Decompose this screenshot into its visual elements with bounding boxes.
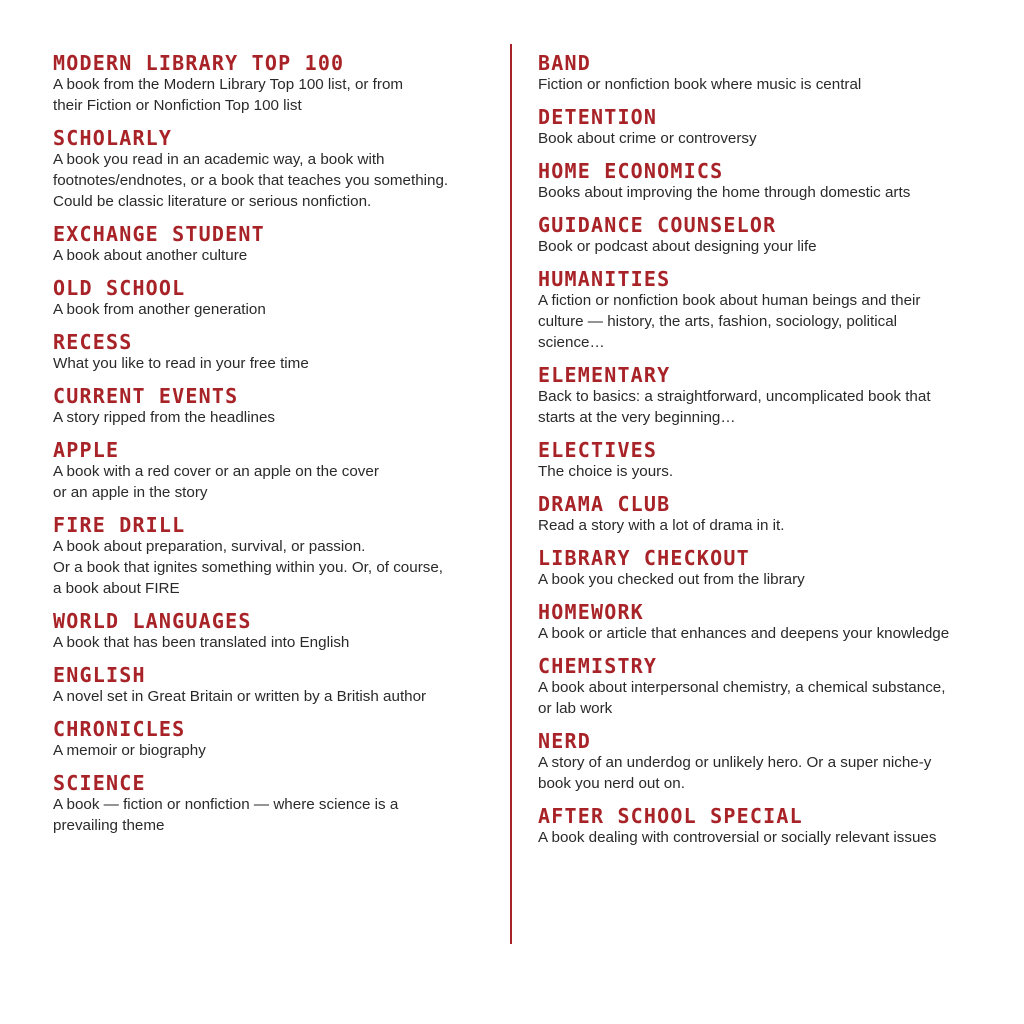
category-description: Read a story with a lot of drama in it. bbox=[538, 517, 785, 534]
category-description: Fiction or nonfiction book where music is central bbox=[538, 76, 862, 93]
category-description: A book with a red cover or an apple on the cover or an apple in the story bbox=[53, 463, 379, 501]
category-entry bbox=[538, 655, 988, 719]
category-description: A book or article that enhances and deepens your knowledge bbox=[538, 625, 950, 642]
category-description: A book you checked out from the library bbox=[538, 571, 805, 588]
category-description: A book from the Modern Library Top 100 list, or from their Fiction or Nonfiction Top 100 list bbox=[53, 76, 404, 114]
category-entry bbox=[538, 439, 988, 482]
category-entry bbox=[53, 718, 493, 761]
category-entry bbox=[538, 52, 988, 95]
category-title: CHRONICLES bbox=[53, 717, 186, 741]
category-title: HUMANITIES bbox=[538, 267, 671, 291]
category-title: HOME ECONOMICS bbox=[538, 159, 724, 183]
category-description: A book dealing with controversial or socially relevant issues bbox=[538, 829, 937, 846]
category-description: A book about another culture bbox=[53, 247, 248, 264]
category-title: CHEMISTRY bbox=[538, 654, 658, 678]
category-description: A book from another generation bbox=[53, 301, 266, 318]
category-description: A novel set in Great Britain or written by a British author bbox=[53, 688, 427, 705]
category-entry bbox=[538, 493, 988, 536]
category-description: Books about improving the home through domestic arts bbox=[538, 184, 911, 201]
category-description: Book about crime or controversy bbox=[538, 130, 757, 147]
column-divider bbox=[510, 44, 512, 944]
category-entry bbox=[53, 514, 493, 599]
category-entry bbox=[538, 601, 988, 644]
category-title: SCIENCE bbox=[53, 771, 146, 795]
category-entry bbox=[53, 277, 493, 320]
category-title: BAND bbox=[538, 51, 591, 75]
category-entry bbox=[538, 730, 988, 794]
category-entry bbox=[53, 439, 493, 503]
category-description: A fiction or nonfiction book about human beings and their culture — history, the arts, fashion, sociology, political science… bbox=[538, 292, 921, 351]
category-description: A story ripped from the headlines bbox=[53, 409, 276, 426]
category-description: Book or podcast about designing your life bbox=[538, 238, 817, 255]
category-title: OLD SCHOOL bbox=[53, 276, 186, 300]
category-entry bbox=[53, 610, 493, 653]
category-title: APPLE bbox=[53, 438, 120, 462]
category-entry bbox=[53, 664, 493, 707]
category-title: HOMEWORK bbox=[538, 600, 644, 624]
category-description: A book about preparation, survival, or passion. Or a book that ignites something within you. Or, of course, a book about FIRE bbox=[53, 538, 444, 597]
category-description: The choice is yours. bbox=[538, 463, 674, 480]
category-title: EXCHANGE STUDENT bbox=[53, 222, 265, 246]
category-title: RECESS bbox=[53, 330, 133, 354]
category-title: DRAMA CLUB bbox=[538, 492, 671, 516]
category-entry bbox=[53, 331, 493, 374]
category-description: A book you read in an academic way, a book with footnotes/endnotes, or a book that teaches you something. Could be classic literature or serious nonfiction. bbox=[53, 151, 449, 210]
category-entry bbox=[53, 223, 493, 266]
category-description: Back to basics: a straightforward, uncomplicated book that starts at the very beginning… bbox=[538, 388, 931, 426]
category-entry bbox=[538, 214, 988, 257]
category-title: AFTER SCHOOL SPECIAL bbox=[538, 804, 803, 828]
category-entry bbox=[538, 160, 988, 203]
category-entry bbox=[53, 772, 493, 836]
category-title: DETENTION bbox=[538, 105, 658, 129]
category-entry bbox=[538, 106, 988, 149]
category-description: A book about interpersonal chemistry, a chemical substance, or lab work bbox=[538, 679, 946, 717]
category-entry bbox=[53, 385, 493, 428]
category-entry bbox=[538, 364, 988, 428]
right-column bbox=[538, 52, 988, 859]
category-title: MODERN LIBRARY TOP 100 bbox=[53, 51, 345, 75]
category-entry bbox=[538, 547, 988, 590]
category-description: A book that has been translated into English bbox=[53, 634, 350, 651]
category-description: A memoir or biography bbox=[53, 742, 206, 759]
category-title: FIRE DRILL bbox=[53, 513, 186, 537]
category-title: ELEMENTARY bbox=[538, 363, 671, 387]
category-title: ENGLISH bbox=[53, 663, 146, 687]
category-description: What you like to read in your free time bbox=[53, 355, 309, 372]
category-description: A story of an underdog or unlikely hero. Or a super niche-y book you nerd out on. bbox=[538, 754, 932, 792]
left-column bbox=[53, 52, 493, 847]
category-title: SCHOLARLY bbox=[53, 126, 173, 150]
category-title: WORLD LANGUAGES bbox=[53, 609, 252, 633]
category-title: CURRENT EVENTS bbox=[53, 384, 239, 408]
category-title: LIBRARY CHECKOUT bbox=[538, 546, 750, 570]
category-entry bbox=[538, 268, 988, 353]
category-entry bbox=[538, 805, 988, 848]
category-entry bbox=[53, 52, 493, 116]
category-entry bbox=[53, 127, 493, 212]
category-description: A book — fiction or nonfiction — where science is a prevailing theme bbox=[53, 796, 399, 834]
category-title: NERD bbox=[538, 729, 591, 753]
category-title: ELECTIVES bbox=[538, 438, 658, 462]
category-title: GUIDANCE COUNSELOR bbox=[538, 213, 777, 237]
